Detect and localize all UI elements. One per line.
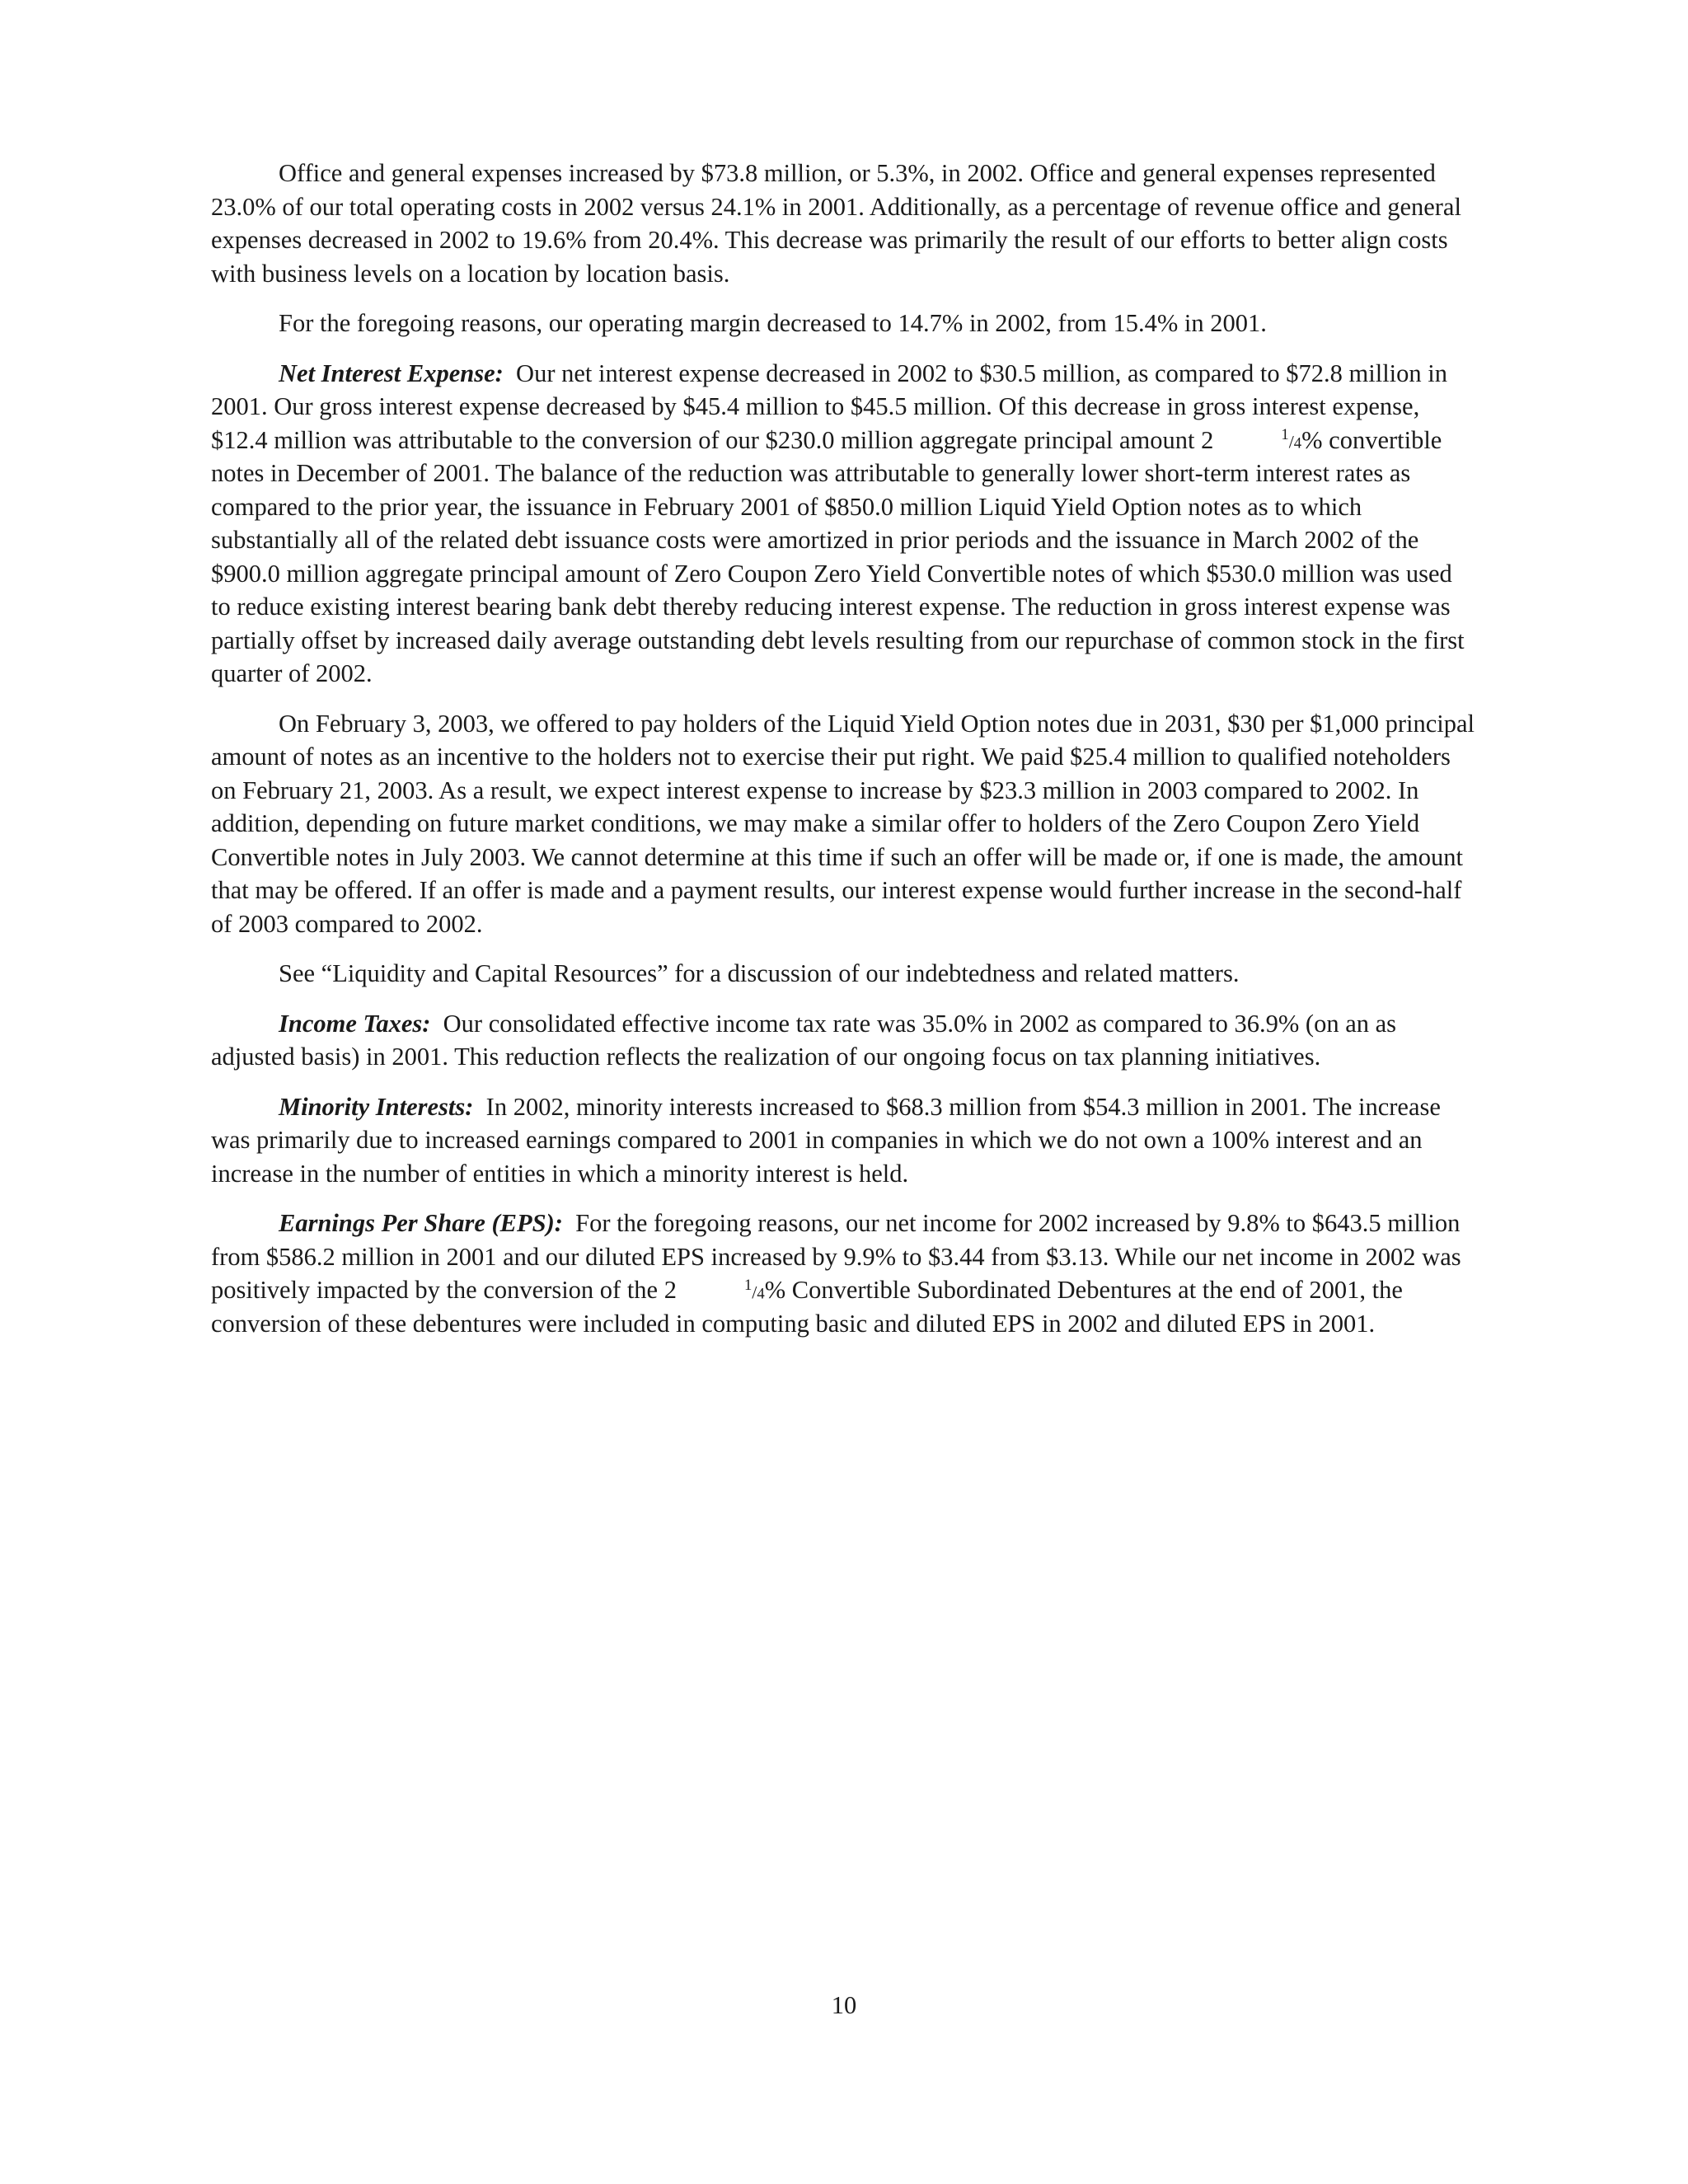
paragraph-minority-interests	[211, 1090, 1477, 1191]
paragraph-text: On February 3, 2003, we offered to pay holders of the Liquid Yield Option notes due in 2031, $30 per $1,000 principal amount of notes as an incentive to the holders not to exercise their put right. We paid $25.4 million to qualified noteholders on February 21, 2003. As a result, we expect interest expense to increase by $23.3 million in 2003 compared to 2002. In addition, depending on future market conditions, we may make a similar offer to holders of the Zero Coupon Zero Yield Convertible notes in July 2003. We cannot determine at this time if such an offer will be made or, if one is made, the amount that may be offered. If an offer is made and a payment results, our interest expense would further increase in the second-half of 2003 compared to 2002.	[211, 709, 1475, 938]
section-heading-income-taxes: Income Taxes:	[279, 1009, 431, 1038]
paragraph-liquid-yield-offer	[211, 707, 1477, 941]
paragraph-text: Our consolidated effective income tax rate was 35.0% in 2002 as compared to 36.9% (on an as adjusted basis) in 2001. This reduction reflects the realization of our ongoing focus on tax planning initiatives.	[211, 1009, 1397, 1071]
paragraph-income-taxes	[211, 1007, 1477, 1074]
paragraph-text: In 2002, minority interests increased to $68.3 million from $54.3 million in 2001. The increase was primarily due to increased earnings compared to 2001 in companies in which we do not own a 100% interest and an increase in the number of entities in which a minority interest is held.	[211, 1092, 1441, 1188]
paragraph-liquidity-reference	[211, 957, 1477, 991]
paragraph-text: % Convertible Subordinated Debentures at the end of 2001, the conversion of these debentures were included in computing basic and diluted EPS in 2002 and diluted EPS in 2001.	[211, 1276, 1403, 1338]
fraction-numerator: 1	[743, 1276, 753, 1294]
fraction-one-quarter	[1213, 428, 1301, 452]
paragraph-office-general-expenses	[211, 157, 1477, 290]
fraction-slash: /	[1288, 431, 1294, 452]
document-body	[211, 157, 1477, 1357]
paragraph-text: For the foregoing reasons, our operating margin decreased to 14.7% in 2002, from 15.4% in 2001.	[279, 309, 1267, 337]
fraction-one-quarter	[677, 1278, 765, 1302]
paragraph-text: Our net interest expense decreased in 2002 to $30.5 million, as compared to $72.8 million in 2001. Our gross interest expense decreased by $45.4 million to $45.5 million. Of this decrease in gross interest expense, $12.4 million was attributable to the conversion of our $230.0 million aggregate principal amount 2	[211, 359, 1447, 454]
page-number: 10	[831, 1991, 857, 2019]
paragraph-text: Office and general expenses increased by $73.8 million, or 5.3%, in 2002. Office and general expenses represented 23.0% of our total operating costs in 2002 versus 24.1% in 2001. Additionally, as a percentage of revenue office and general expenses decreased in 2002 to 19.6% from 20.4%. This decrease was primarily the result of our efforts to better align costs with business levels on a location by location basis.	[211, 159, 1461, 288]
fraction-denominator: 4	[757, 1285, 765, 1302]
paragraph-text: % convertible notes in December of 2001. The balance of the reduction was attributable to generally lower short-term interest rates as compared to the prior year, the issuance in February 2001 of $850.0 million Liquid Yield Option notes as to which substantially all of the related debt issuance costs were amortized in prior periods and the issuance in March 2002 of the $900.0 million aggregate principal amount of Zero Coupon Zero Yield Convertible notes of which $530.0 million was used to reduce existing interest bearing bank debt thereby reducing interest expense. The reduction in gross interest expense was partially offset by increased daily average outstanding debt levels resulting from our repurchase of common stock in the first quarter of 2002.	[211, 425, 1465, 687]
paragraph-operating-margin	[211, 307, 1477, 340]
paragraph-text: See “Liquidity and Capital Resources” for a discussion of our indebtedness and related matters.	[279, 959, 1240, 987]
paragraph-earnings-per-share	[211, 1207, 1477, 1340]
fraction-denominator: 4	[1293, 434, 1302, 452]
fraction-slash: /	[752, 1282, 757, 1302]
section-heading-earnings-per-share: Earnings Per Share (EPS):	[279, 1209, 563, 1237]
paragraph-net-interest-expense	[211, 357, 1477, 691]
section-heading-net-interest-expense: Net Interest Expense:	[279, 359, 504, 387]
fraction-numerator: 1	[1281, 426, 1289, 444]
paragraph-text: For the foregoing reasons, our net income for 2002 increased by 9.8% to $643.5 million from $586.2 million in 2001 and our diluted EPS increased by 9.9% to $3.44 from $3.13. While our net income in 2002 was positively impacted by the conversion of the 2	[211, 1209, 1461, 1304]
section-heading-minority-interests: Minority Interests:	[279, 1092, 474, 1121]
